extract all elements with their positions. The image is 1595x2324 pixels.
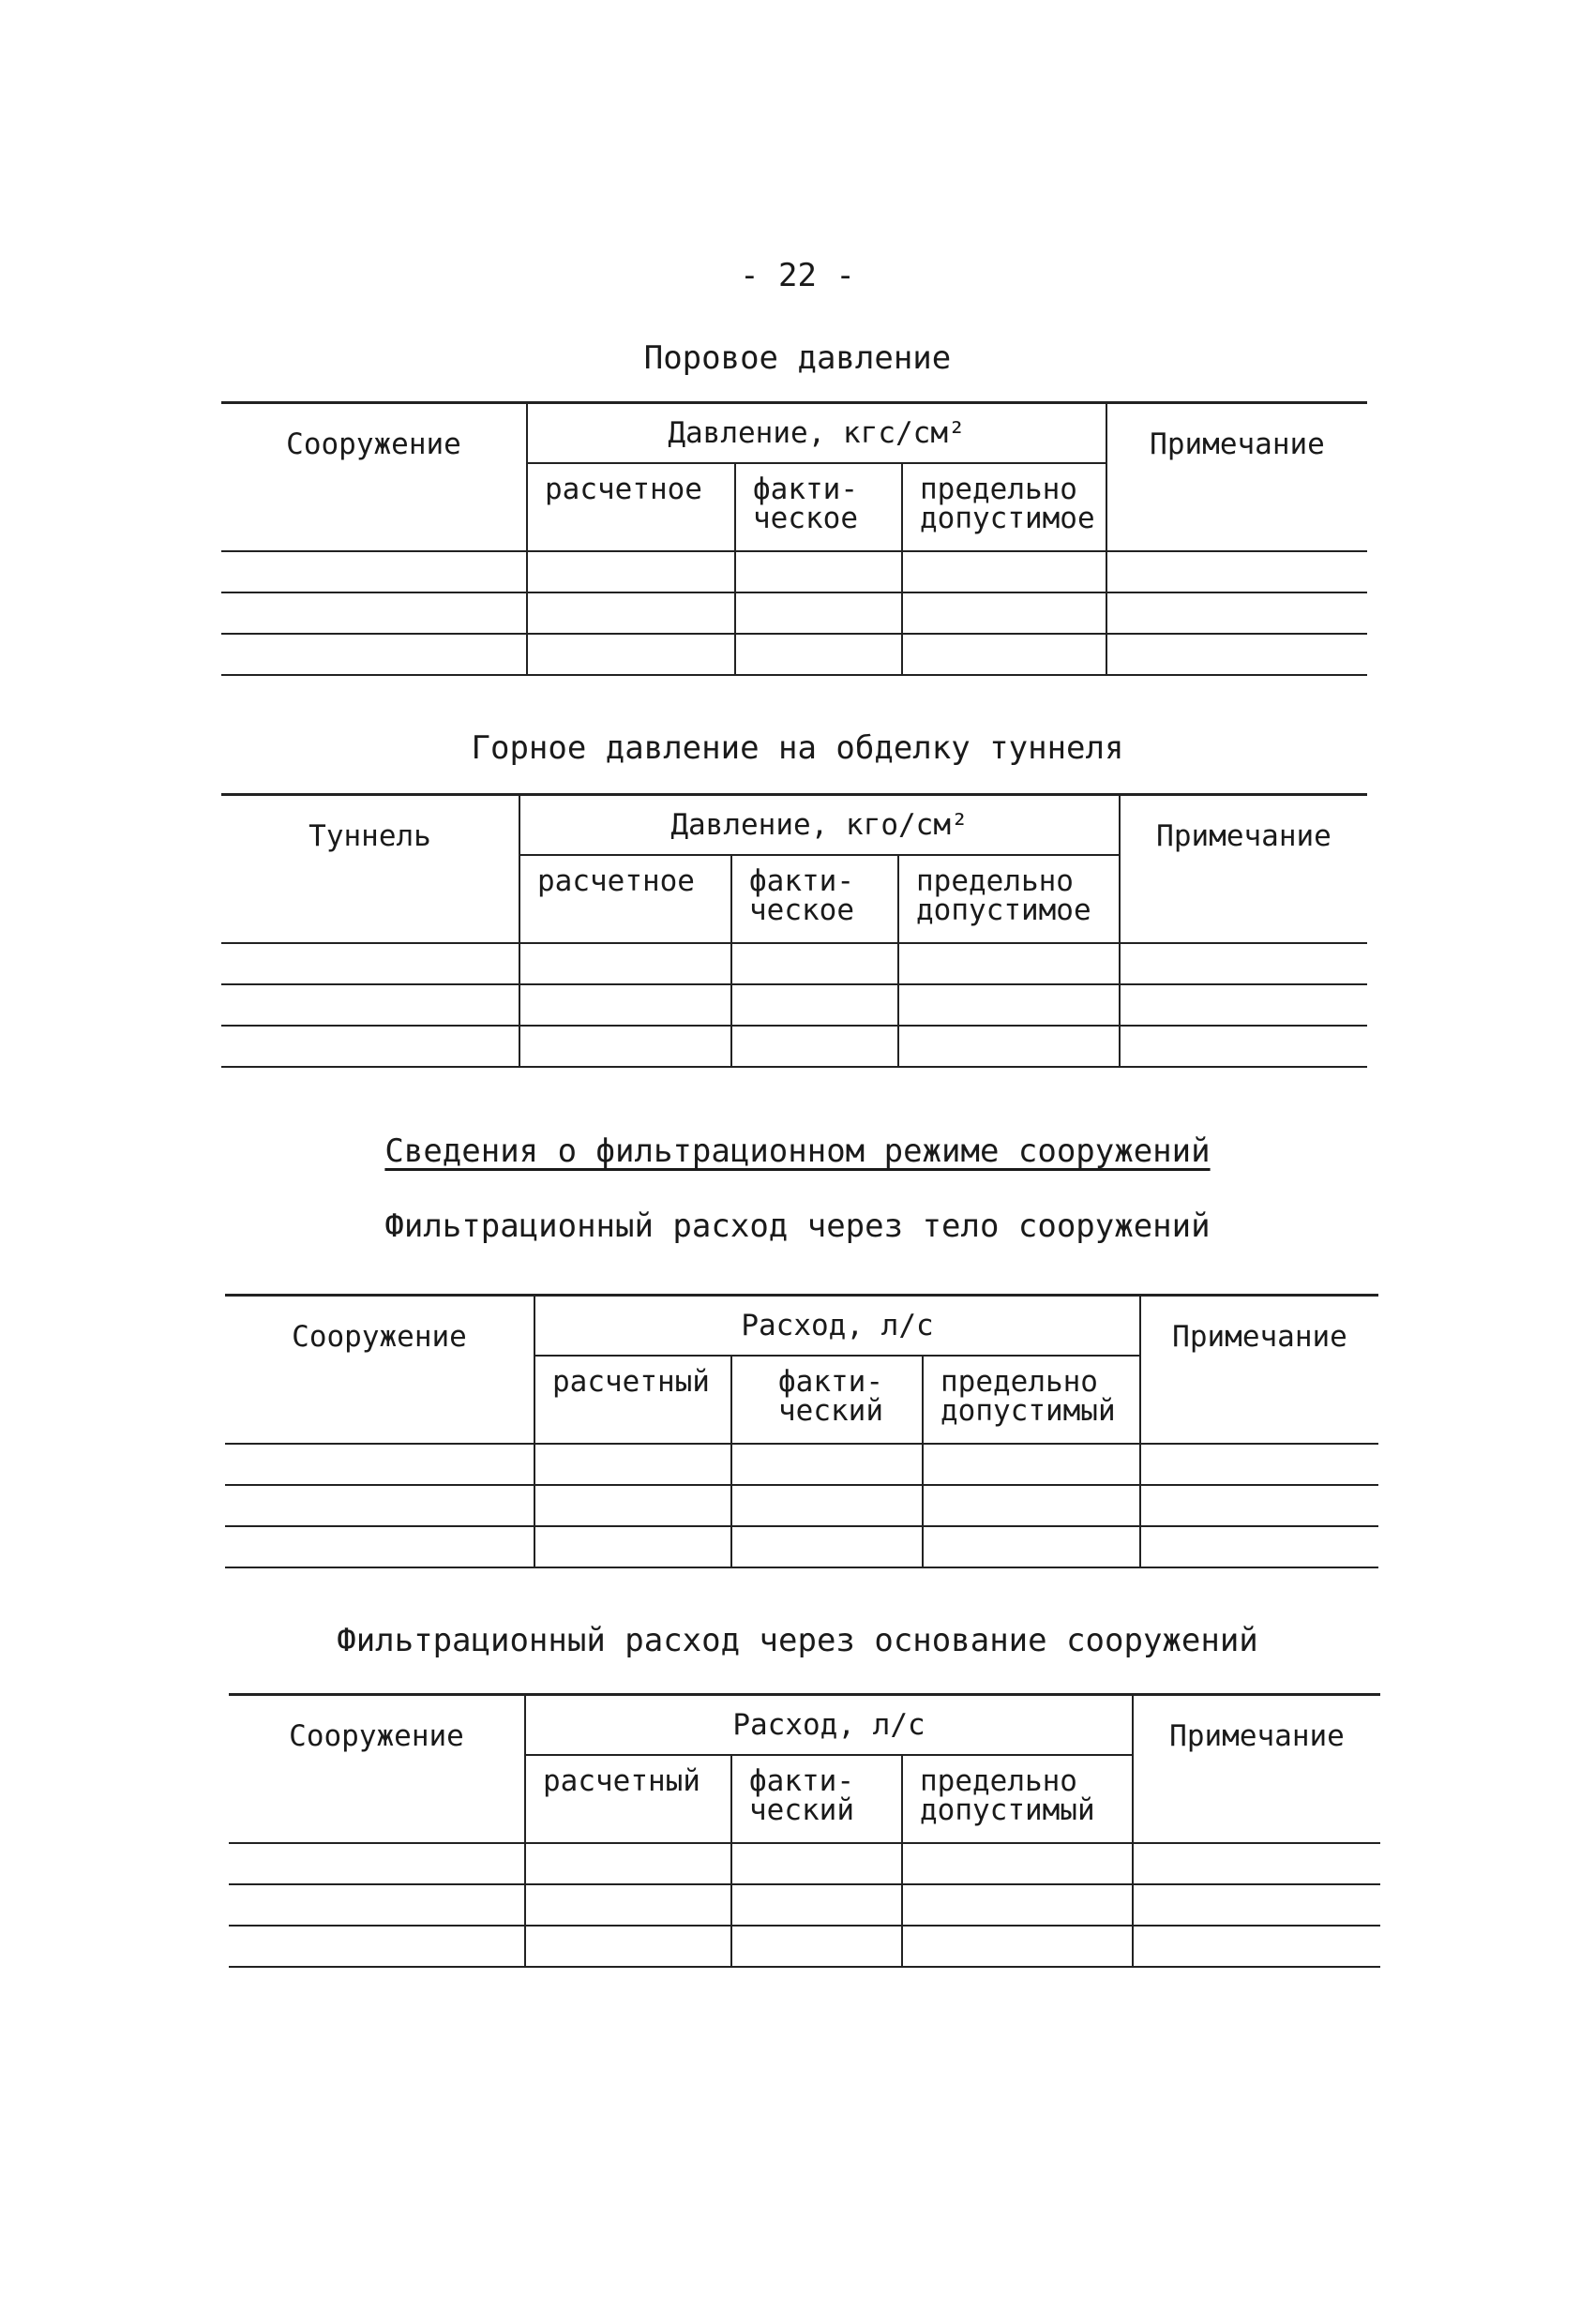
table-cell	[1120, 984, 1367, 1026]
table-cell	[221, 634, 527, 675]
design-header: расчетное	[519, 855, 731, 943]
table-cell	[731, 1485, 923, 1526]
table-cell	[534, 1485, 731, 1526]
table-cell	[525, 1843, 731, 1884]
pressure-group-header: Давление, кго/см²	[519, 795, 1120, 856]
filtration-body-subtitle: Фильтрационный расход через тело сооружений	[384, 1207, 1211, 1245]
permissible-header: предельно допустимое	[898, 855, 1120, 943]
table-cell	[735, 551, 902, 592]
actual-header: факти- ческое	[731, 855, 898, 943]
table-cell	[1106, 634, 1367, 675]
flow-group-header: Расход, л/с	[534, 1296, 1140, 1357]
pore-pressure-title: Поровое давление	[643, 339, 952, 377]
table-cell	[534, 1444, 731, 1485]
table-row	[225, 1485, 1378, 1526]
table-cell	[519, 984, 731, 1026]
table-row	[221, 943, 1367, 984]
table-cell	[525, 1926, 731, 1967]
table-cell	[902, 1926, 1133, 1967]
table-cell	[519, 1026, 731, 1067]
pressure-group-header: Давление, кгс/см²	[527, 403, 1106, 464]
actual-header: факти- ческий	[731, 1356, 923, 1444]
table-cell	[1140, 1444, 1378, 1485]
design-header: расчетное	[527, 463, 735, 551]
table-cell	[735, 592, 902, 634]
table-cell	[221, 592, 527, 634]
table-row	[221, 592, 1367, 634]
table-cell	[731, 1526, 923, 1567]
filtration-base-table	[229, 1693, 1380, 1968]
table-row	[221, 1026, 1367, 1067]
table-cell	[1120, 1026, 1367, 1067]
table-cell	[923, 1526, 1140, 1567]
design-header: расчетный	[525, 1755, 731, 1843]
table-cell	[527, 634, 735, 675]
table-cell	[225, 1485, 534, 1526]
actual-header: факти- ческий	[731, 1755, 902, 1843]
design-header: расчетный	[534, 1356, 731, 1444]
table-cell	[731, 1843, 902, 1884]
table-cell	[519, 943, 731, 984]
object-header: Сооружение	[229, 1695, 525, 1844]
permissible-header: предельно допустимый	[902, 1755, 1133, 1843]
table-cell	[898, 984, 1120, 1026]
table-cell	[731, 943, 898, 984]
table-cell	[1106, 592, 1367, 634]
table-cell	[731, 1884, 902, 1926]
table-cell	[1140, 1526, 1378, 1567]
filtration-regime-title-text: Сведения о фильтрационном режиме сооружений	[384, 1132, 1211, 1170]
table-cell	[735, 634, 902, 675]
permissible-header: предельно допустимый	[923, 1356, 1140, 1444]
table-cell	[221, 551, 527, 592]
table-cell	[731, 984, 898, 1026]
note-header: Примечание	[1133, 1695, 1380, 1844]
table-cell	[902, 1843, 1133, 1884]
table-cell	[1133, 1884, 1380, 1926]
table-row	[221, 984, 1367, 1026]
table-cell	[898, 1026, 1120, 1067]
object-header: Сооружение	[225, 1296, 534, 1445]
object-header: Сооружение	[221, 403, 527, 552]
rock-pressure-table	[221, 793, 1367, 1068]
table-cell	[527, 592, 735, 634]
table-cell	[221, 984, 519, 1026]
table-row	[225, 1444, 1378, 1485]
table-row	[225, 1526, 1378, 1567]
table-cell	[525, 1884, 731, 1926]
table-cell	[898, 943, 1120, 984]
table-row	[221, 551, 1367, 592]
flow-group-header: Расход, л/с	[525, 1695, 1133, 1756]
table-cell	[1120, 943, 1367, 984]
table-cell	[527, 551, 735, 592]
table-row	[221, 634, 1367, 675]
table-cell	[902, 551, 1106, 592]
table-cell	[731, 1444, 923, 1485]
rock-pressure-title: Горное давление на обделку туннеля	[471, 729, 1124, 767]
table-cell	[1140, 1485, 1378, 1526]
table-cell	[902, 592, 1106, 634]
table-cell	[923, 1485, 1140, 1526]
table-row	[229, 1926, 1380, 1967]
permissible-header: предельно допустимое	[902, 463, 1106, 551]
table-cell	[902, 1884, 1133, 1926]
table-cell	[1133, 1926, 1380, 1967]
filtration-base-title: Фильтрационный расход через основание сооружений	[337, 1622, 1258, 1659]
table-cell	[221, 943, 519, 984]
table-cell	[229, 1843, 525, 1884]
actual-header: факти- ческое	[735, 463, 902, 551]
page-number: - 22 -	[740, 257, 855, 294]
table-cell	[1133, 1843, 1380, 1884]
table-cell	[229, 1884, 525, 1926]
table-cell	[225, 1444, 534, 1485]
table-cell	[534, 1526, 731, 1567]
table-cell	[731, 1026, 898, 1067]
table-row	[229, 1884, 1380, 1926]
table-cell	[221, 1026, 519, 1067]
table-cell	[923, 1444, 1140, 1485]
note-header: Примечание	[1106, 403, 1367, 552]
table-cell	[902, 634, 1106, 675]
filtration-body-table	[225, 1294, 1378, 1568]
note-header: Примечание	[1140, 1296, 1378, 1445]
filtration-regime-title	[0, 1132, 1595, 1170]
table-cell	[731, 1926, 902, 1967]
pore-pressure-table	[221, 401, 1367, 676]
table-cell	[229, 1926, 525, 1967]
note-header: Примечание	[1120, 795, 1367, 944]
tunnel-header: Туннель	[221, 795, 519, 944]
table-cell	[225, 1526, 534, 1567]
table-cell	[1106, 551, 1367, 592]
table-row	[229, 1843, 1380, 1884]
